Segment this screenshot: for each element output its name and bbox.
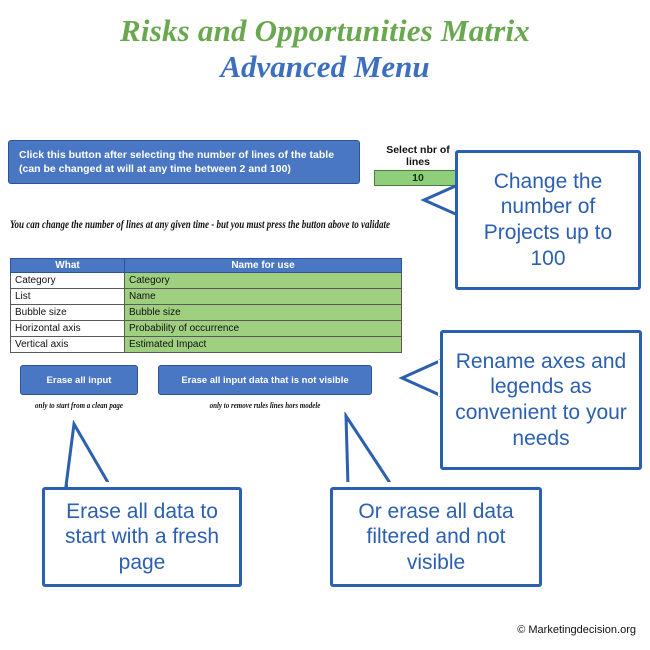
column-header-name-for-use: Name for use [125, 259, 402, 273]
validation-note: You can change the number of lines at any given time - but you must press the button above to validate [10, 218, 391, 231]
table-row [11, 305, 402, 321]
cell-name-for-use[interactable]: Bubble size [125, 305, 402, 321]
cell-what: Vertical axis [11, 337, 125, 353]
table-row [11, 321, 402, 337]
callout-tail-erase-hidden [336, 412, 402, 492]
callout-change-number-of-projects: Change the number of Projects up to 100 [455, 150, 641, 290]
callout-erase-filtered-data: Or erase all data filtered and not visible [330, 487, 542, 587]
set-number-of-lines-button[interactable]: Click this button after selecting the number of lines of the table (can be changed at will at any time between 2 and 100) [8, 140, 360, 184]
cell-what: Horizontal axis [11, 321, 125, 337]
page-title [0, 0, 650, 85]
erase-hidden-input-caption: only to remove rules lines hors modele [209, 401, 321, 411]
page-title-line2: Advanced Menu [220, 49, 430, 85]
cell-name-for-use[interactable]: Category [125, 273, 402, 289]
copyright-footer: © Marketingdecision.org [517, 624, 636, 636]
column-header-what: What [11, 259, 125, 273]
erase-hidden-input-button[interactable]: Erase all input data that is not visible [158, 365, 372, 395]
number-of-lines-input[interactable]: 10 [374, 170, 462, 186]
erase-all-input-caption: only to start from a clean page [35, 401, 123, 411]
callout-rename-axes: Rename axes and legends as convenient to your needs [440, 330, 642, 470]
table-row [11, 337, 402, 353]
callout-tail-erase-all [60, 420, 120, 492]
page-title-line1: Risks and Opportunities Matrix [120, 13, 530, 48]
erase-all-input-button[interactable]: Erase all input [20, 365, 138, 395]
cell-what: Category [11, 273, 125, 289]
table-row [11, 289, 402, 305]
table-row [11, 273, 402, 289]
callout-tail-rename [398, 356, 446, 400]
cell-what: List [11, 289, 125, 305]
callout-erase-all-data: Erase all data to start with a fresh page [42, 487, 242, 587]
cell-name-for-use[interactable]: Estimated Impact [125, 337, 402, 353]
number-of-lines-label: Select nbr of lines [386, 144, 450, 169]
spreadsheet-panel [8, 140, 478, 411]
cell-name-for-use[interactable]: Probability of occurrence [125, 321, 402, 337]
cell-name-for-use[interactable]: Name [125, 289, 402, 305]
names-table [10, 258, 402, 353]
table-header-row [11, 259, 402, 273]
cell-what: Bubble size [11, 305, 125, 321]
